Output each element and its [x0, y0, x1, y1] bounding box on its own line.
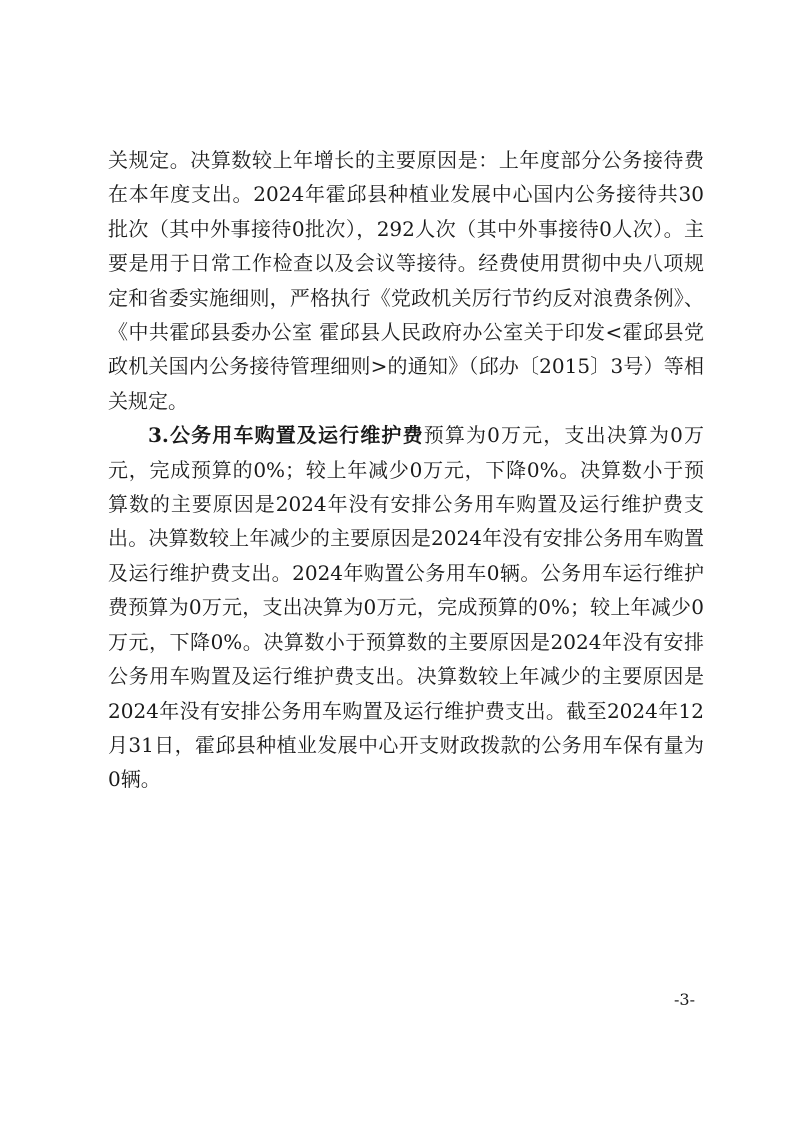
section-3-heading: 3.公务用车购置及运行维护费 — [148, 423, 424, 448]
paragraph-continuation: 关规定。决算数较上年增长的主要原因是：上年度部分公务接待费在本年度支出。2024年霍邱县种植业发展中心国内公务接待共30批次（其中外事接待0批次），292人次（其中外事接待0人次）。主要是用于日常工作检查以及会议等接待。经费使用贯彻中央八项规定和省委实施细则，严格执行《党政机关厉行节约反对浪费条例》、《中共霍邱县委办公室 霍邱县人民政府办公室关于印发<霍邱县党政机关国内公务接待管理细则>的通知》（邱办〔2015〕3号）等相关规定。 — [108, 148, 704, 413]
paragraph-section-3 — [108, 418, 704, 796]
section-3-text: 预算为0万元，支出决算为0万元，完成预算的0%；较上年减少0万元，下降0%。决算数小于预算数的主要原因是2024年没有安排公务用车购置及运行维护费支出。决算数较上年减少的主要原因是2024年没有安排公务用车购置及运行维护费支出。2024年购置公务用车0辆。公务用车运行维护费预算为0万元，支出决算为0万元，完成预算的0%；较上年减少0万元，下降0%。决算数小于预算数的主要原因是2024年没有安排公务用车购置及运行维护费支出。决算数较上年减少的主要原因是2024年没有安排公务用车购置及运行维护费支出。截至2024年12月31日，霍邱县种植业发展中心开支财政拨款的公务用车保有量为0辆。 — [108, 423, 704, 792]
body-text — [108, 143, 704, 797]
page-number: -3- — [674, 990, 695, 1009]
